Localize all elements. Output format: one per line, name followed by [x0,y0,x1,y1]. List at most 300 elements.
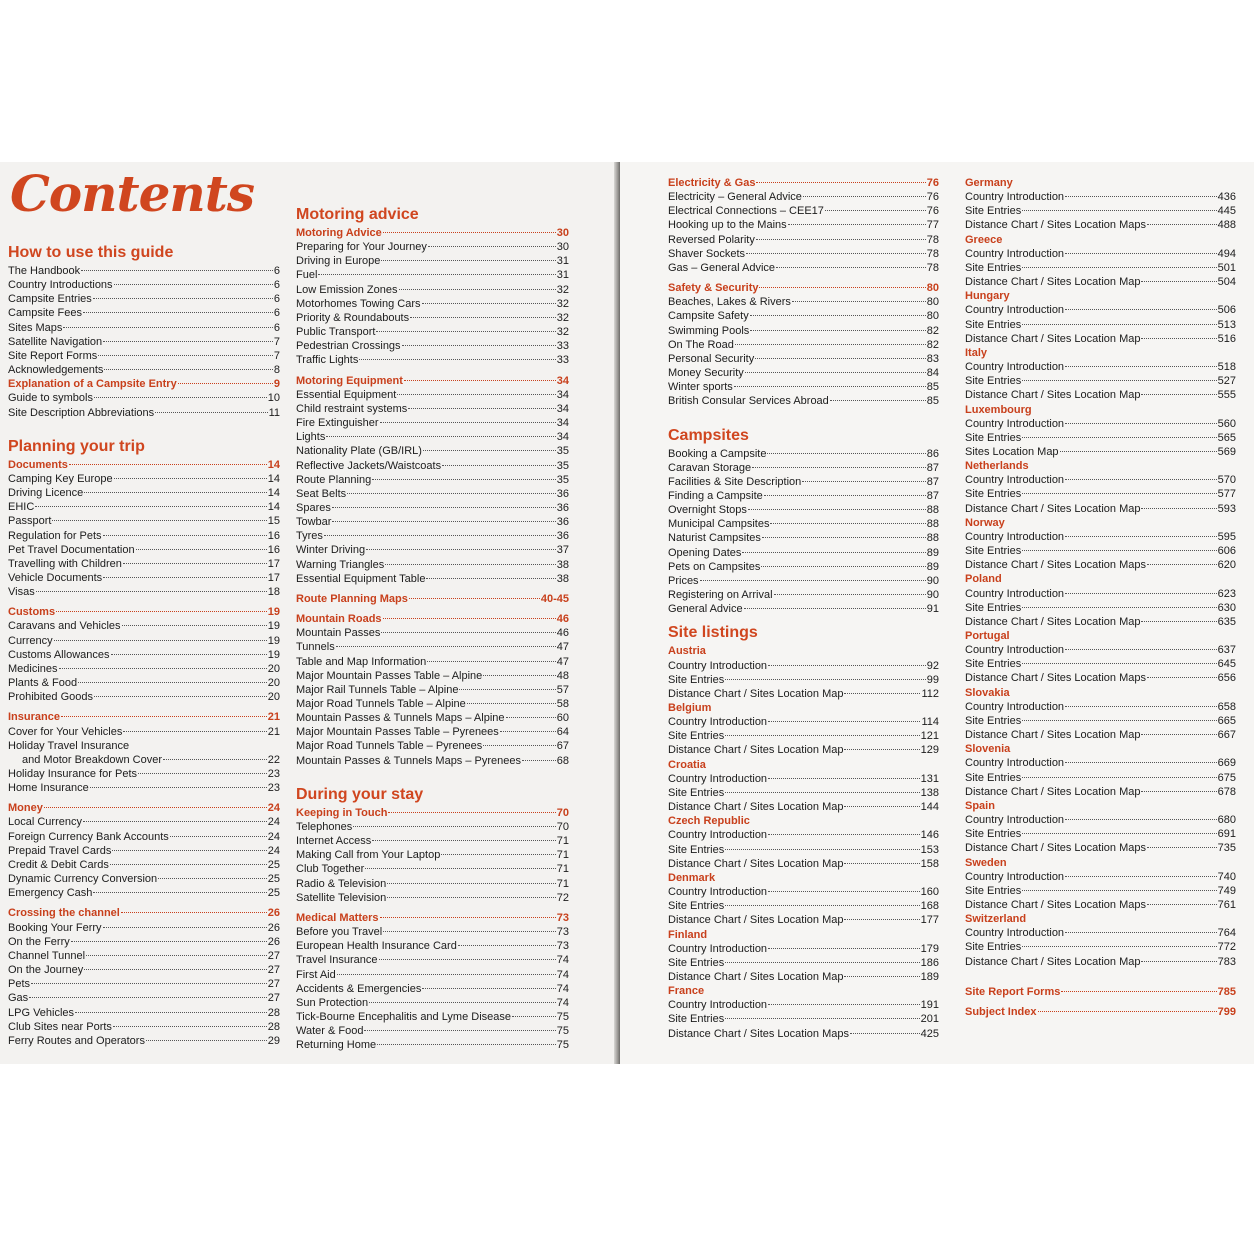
toc-entry[interactable] [965,785,1236,799]
toc-page-number: 201 [920,1013,939,1026]
toc-entry-label: British Consular Services Abroad [668,395,829,408]
toc-entry-label: Home Insurance [8,782,89,795]
toc-entry[interactable] [8,264,280,278]
toc-page-number: 67 [556,740,569,753]
toc-entry[interactable] [668,659,939,673]
toc-entry-label: On the Journey [8,964,84,977]
toc-entry[interactable] [668,489,939,503]
toc-entry[interactable] [296,444,569,458]
dot-leader [71,941,267,942]
toc-subheading[interactable] [296,226,569,240]
toc-page-number: 88 [926,518,939,531]
toc-entry[interactable] [8,557,280,571]
toc-entry[interactable] [296,968,569,982]
toc-entry[interactable] [296,402,569,416]
toc-page-number: 114 [921,716,939,729]
toc-page-number: 501 [1217,261,1236,274]
toc-entry[interactable] [668,190,939,204]
toc-entry-label: Route Planning Maps [296,592,408,605]
toc-entry[interactable] [965,318,1236,332]
dot-leader [1141,734,1216,735]
toc-entry[interactable] [965,714,1236,728]
toc-entry[interactable] [668,786,939,800]
toc-entry[interactable] [296,558,569,572]
toc-page-number: 146 [920,829,939,842]
toc-entry[interactable] [668,673,939,687]
toc-entry[interactable] [296,891,569,905]
toc-entry[interactable] [965,190,1236,204]
toc-entry[interactable] [296,311,569,325]
toc-entry[interactable] [965,374,1236,388]
toc-entry[interactable] [296,669,569,683]
dot-leader [735,344,926,345]
toc-page-number: 630 [1217,601,1236,614]
toc-page-number: 29 [267,1034,280,1047]
toc-entry[interactable] [668,394,939,408]
toc-subheading[interactable] [8,801,280,815]
toc-entry[interactable] [965,756,1236,770]
toc-entry[interactable] [8,529,280,543]
toc-entry[interactable] [668,800,939,814]
toc-entry[interactable] [296,283,569,297]
toc-entry[interactable] [8,363,280,377]
dot-leader [399,289,556,290]
toc-entry[interactable] [296,416,569,430]
toc-entry[interactable] [668,366,939,380]
dot-leader [746,253,926,254]
toc-entry-label: Driving in Europe [296,255,381,268]
toc-page-number: 678 [1217,785,1236,798]
toc-entry[interactable] [668,204,939,218]
country-heading: Belgium [668,702,712,714]
toc-entry-label: Campsite Fees [8,307,82,320]
toc-entry[interactable] [296,754,569,768]
dot-leader [84,492,267,493]
toc-entry[interactable] [668,843,939,857]
toc-entry[interactable] [296,982,569,996]
toc-entry[interactable] [668,295,939,309]
toc-entry-label: Country Introduction [668,886,768,899]
toc-entry[interactable] [965,841,1236,855]
toc-entry[interactable] [296,353,569,367]
toc-entry[interactable] [668,233,939,247]
toc-subheading[interactable] [296,612,569,626]
dot-leader [1065,649,1217,650]
toc-page-number: 121 [920,730,939,743]
toc-entry[interactable] [668,729,939,743]
toc-entry[interactable] [8,391,280,405]
toc-entry[interactable] [8,781,280,795]
toc-entry[interactable] [8,872,280,886]
toc-entry[interactable] [965,940,1236,954]
toc-entry[interactable] [668,517,939,531]
toc-entry[interactable] [668,352,939,366]
dot-leader [113,1026,267,1027]
toc-entry[interactable] [965,431,1236,445]
toc-entry[interactable] [296,925,569,939]
toc-entry[interactable] [965,813,1236,827]
toc-entry[interactable] [965,445,1236,459]
toc-entry[interactable] [296,953,569,967]
toc-entry[interactable] [296,487,569,501]
dot-leader [1065,593,1217,594]
toc-entry[interactable] [8,690,280,704]
toc-entry[interactable] [296,697,569,711]
toc-entry[interactable] [8,634,280,648]
toc-page-number: 6 [273,293,280,306]
toc-page-number: 70 [556,820,569,833]
toc-entry[interactable] [8,486,280,500]
toc-entry[interactable] [668,899,939,913]
toc-page-number: 35 [556,473,569,486]
toc-entry[interactable] [296,388,569,402]
toc-entry[interactable] [965,870,1236,884]
toc-entry[interactable] [296,515,569,529]
toc-subheading[interactable] [668,176,939,190]
toc-subheading[interactable] [8,710,280,724]
toc-entry[interactable] [296,862,569,876]
toc-entry-label: Safety & Security [668,282,759,295]
toc-entry[interactable] [8,935,280,949]
toc-entry[interactable] [668,687,939,701]
toc-page-number: 68 [556,754,569,767]
toc-entry[interactable] [8,500,280,514]
dot-leader [1065,479,1217,480]
toc-entry-label: Shaver Sockets [668,247,746,260]
toc-entry-label: The Handbook [8,265,81,277]
toc-entry-label: Driving Licence [8,487,84,500]
toc-entry-label: Mountain Passes & Tunnels Maps – Pyrenees [296,754,522,767]
toc-entry[interactable] [296,254,569,268]
toc-entry[interactable] [965,303,1236,317]
dot-leader [767,453,925,454]
toc-entry[interactable] [668,828,939,842]
toc-entry[interactable] [296,1024,569,1038]
toc-entry[interactable] [296,834,569,848]
toc-entry[interactable] [296,626,569,640]
toc-entry-label: Country Introductions [8,279,113,292]
toc-entry[interactable] [965,926,1236,940]
dot-leader [122,625,267,626]
toc-entry[interactable] [296,711,569,725]
toc-entry[interactable] [296,1010,569,1024]
dot-leader [725,792,919,793]
toc-entry[interactable] [8,321,280,335]
toc-entry[interactable] [668,588,939,602]
toc-entry[interactable] [668,602,939,616]
toc-entry-label: Distance Chart / Sites Location Map [965,955,1141,968]
toc-entry[interactable] [296,820,569,834]
toc-entry-label: Site Entries [965,658,1022,671]
toc-page-number: 75 [556,1025,569,1038]
toc-entry[interactable] [668,546,939,560]
toc-entry[interactable] [8,292,280,306]
toc-subheading[interactable] [296,374,569,388]
toc-entry[interactable] [965,530,1236,544]
toc-entry[interactable] [8,648,280,662]
toc-entry[interactable] [8,921,280,935]
toc-entry[interactable] [296,655,569,669]
dot-leader [1065,196,1217,197]
toc-entry[interactable] [965,388,1236,402]
toc-page-number: 623 [1217,587,1236,600]
toc-entry[interactable] [668,885,939,899]
toc-page-number: 89 [926,546,939,559]
toc-entry[interactable] [296,240,569,254]
toc-entry[interactable] [296,640,569,654]
toc-entry[interactable] [8,886,280,900]
toc-subheading[interactable] [965,985,1236,999]
toc-entry[interactable] [965,247,1236,261]
toc-subheading[interactable] [8,906,280,920]
toc-entry[interactable] [668,503,939,517]
toc-entry[interactable] [8,753,280,767]
toc-entry[interactable] [965,657,1236,671]
toc-entry[interactable] [668,531,939,545]
toc-entry[interactable] [965,218,1236,232]
dot-leader [725,735,919,736]
toc-entry-label: Country Introduction [965,927,1065,940]
dot-leader [1065,423,1217,424]
toc-subheading[interactable] [668,281,939,295]
toc-entry[interactable] [668,261,939,275]
toc-entry-label: Internet Access [296,835,372,848]
toc-entry[interactable] [965,700,1236,714]
toc-entry-label: Site Entries [965,318,1022,331]
toc-page-number: 20 [267,677,280,690]
toc-entry[interactable] [668,998,939,1012]
toc-entry[interactable] [668,247,939,261]
dot-leader [750,315,926,316]
toc-entry[interactable] [8,815,280,829]
toc-subheading[interactable] [965,1005,1236,1019]
toc-page-number: 735 [1217,842,1236,855]
toc-page-number: 82 [926,324,939,337]
toc-entry[interactable] [668,772,939,786]
toc-page-number: 637 [1217,644,1236,657]
toc-entry[interactable] [8,585,280,599]
toc-entry-label: Distance Chart / Sites Location Map [668,914,844,927]
toc-entry[interactable] [668,338,939,352]
toc-page-number: 76 [926,205,939,218]
toc-entry[interactable] [668,970,939,984]
toc-entry[interactable] [668,913,939,927]
toc-entry-label: Medicines [8,662,58,675]
toc-entry[interactable] [296,529,569,543]
toc-page-number: 88 [926,532,939,545]
toc-entry[interactable] [965,771,1236,785]
toc-page-number: 22 [267,753,280,766]
toc-entry[interactable] [965,955,1236,969]
toc-entry[interactable] [668,380,939,394]
toc-entry[interactable] [965,601,1236,615]
toc-entry[interactable] [296,543,569,557]
toc-entry[interactable] [296,739,569,753]
toc-subheading[interactable] [8,605,280,619]
toc-entry[interactable] [668,1012,939,1026]
toc-entry[interactable] [668,461,939,475]
toc-entry-label: Gas [8,992,29,1005]
toc-entry[interactable] [8,349,280,363]
toc-entry[interactable] [965,275,1236,289]
toc-entry[interactable] [965,884,1236,898]
toc-entry[interactable] [296,473,569,487]
toc-entry[interactable] [8,1006,280,1020]
toc-entry[interactable] [8,830,280,844]
toc-entry[interactable] [8,739,280,753]
toc-entry[interactable] [296,325,569,339]
toc-entry[interactable] [296,501,569,515]
toc-page-number: 24 [267,802,280,815]
toc-entry[interactable] [8,725,280,739]
toc-entry[interactable] [668,218,939,232]
toc-page-number: 11 [268,406,280,419]
toc-entry[interactable] [965,502,1236,516]
toc-entry[interactable] [965,417,1236,431]
toc-entry[interactable] [965,261,1236,275]
toc-entry[interactable] [668,309,939,323]
toc-subheading[interactable] [8,458,280,472]
dot-leader [1141,621,1216,622]
toc-entry-label: Distance Chart / Sites Location Map [668,744,844,757]
toc-page-number: 64 [556,726,569,739]
toc-entry[interactable] [296,339,569,353]
toc-entry[interactable] [296,877,569,891]
toc-entry[interactable] [965,360,1236,374]
toc-page-number: 33 [556,354,569,367]
toc-entry[interactable] [668,560,939,574]
toc-entry[interactable] [8,514,280,528]
toc-subheading[interactable] [296,806,569,820]
toc-entry[interactable] [8,844,280,858]
toc-entry[interactable] [296,1038,569,1052]
dot-leader [123,563,267,564]
toc-entry[interactable] [8,306,280,320]
toc-entry[interactable] [668,574,939,588]
dot-leader [522,760,556,761]
toc-entry-label: Cover for Your Vehicles [8,725,123,738]
toc-page-number: 90 [926,589,939,602]
toc-entry[interactable] [668,475,939,489]
toc-entry[interactable] [965,671,1236,685]
toc-entry[interactable] [8,472,280,486]
toc-subheading[interactable] [296,592,569,606]
toc-entry[interactable] [965,827,1236,841]
toc-entry[interactable] [8,767,280,781]
toc-entry[interactable] [965,558,1236,572]
toc-entry[interactable] [965,643,1236,657]
toc-entry[interactable] [8,1020,280,1034]
toc-entry[interactable] [8,949,280,963]
dot-leader [768,948,920,949]
toc-entry[interactable] [668,956,939,970]
toc-entry-label: Swimming Pools [668,324,750,337]
toc-page-number: 6 [273,321,280,334]
toc-entry[interactable] [8,406,280,420]
toc-entry[interactable] [668,324,939,338]
toc-entry[interactable] [8,1034,280,1048]
toc-entry-label: Country Introduction [668,772,768,785]
toc-page-number: 87 [926,489,939,502]
toc-entry[interactable] [296,996,569,1010]
toc-entry[interactable] [965,587,1236,601]
toc-page-number: 16 [267,543,280,556]
toc-entry[interactable] [8,991,280,1005]
toc-page-number: 86 [926,447,939,460]
toc-entry[interactable] [8,963,280,977]
toc-page-number: 656 [1217,672,1236,685]
toc-entry[interactable] [296,572,569,586]
toc-entry[interactable] [668,743,939,757]
toc-page-number: 77 [926,219,939,232]
toc-entry-label: Naturist Campsites [668,532,761,545]
toc-entry-label: Winter Driving [296,544,366,557]
toc-entry-label: Nationality Plate (GB/IRL) [296,445,422,458]
toc-page-number: 669 [1217,757,1236,770]
dot-leader [61,716,267,717]
toc-entry[interactable] [296,297,569,311]
toc-entry[interactable] [668,942,939,956]
toc-entry[interactable] [8,662,280,676]
toc-entry-label: Country Introduction [965,870,1065,883]
toc-entry[interactable] [8,335,280,349]
toc-page-number: 565 [1217,431,1236,444]
toc-entry[interactable] [668,857,939,871]
toc-entry[interactable] [965,728,1236,742]
toc-entry[interactable] [668,1027,939,1041]
toc-entry[interactable] [296,848,569,862]
toc-entry[interactable] [668,715,939,729]
toc-entry[interactable] [965,204,1236,218]
dot-leader [1065,706,1217,707]
toc-entry[interactable] [8,543,280,557]
toc-entry[interactable] [668,447,939,461]
toc-entry[interactable] [296,725,569,739]
toc-entry[interactable] [296,939,569,953]
dot-leader [138,773,267,774]
toc-entry[interactable] [8,278,280,292]
toc-entry[interactable] [8,571,280,585]
toc-entry[interactable] [296,459,569,473]
dot-leader [422,303,556,304]
toc-page-number: 40-45 [540,592,569,605]
toc-entry-label: Mountain Passes & Tunnels Maps – Alpine [296,712,505,725]
country-heading: Hungary [965,290,1010,303]
toc-entry[interactable] [8,619,280,633]
toc-entry[interactable] [965,473,1236,487]
toc-entry[interactable] [8,676,280,690]
toc-entry[interactable] [296,430,569,444]
toc-page-number: 46 [556,627,569,640]
toc-entry[interactable] [965,487,1236,501]
toc-subheading[interactable] [8,377,280,391]
toc-entry[interactable] [965,332,1236,346]
toc-entry[interactable] [8,858,280,872]
toc-page-number: 71 [556,835,569,848]
toc-page-number: 31 [556,269,569,282]
toc-subheading[interactable] [296,911,569,925]
toc-entry[interactable] [965,544,1236,558]
toc-page-number: 83 [926,352,939,365]
toc-entry[interactable] [296,683,569,697]
toc-entry-label: On the Ferry [8,935,70,948]
toc-entry[interactable] [296,268,569,282]
toc-page-number: 27 [267,949,280,962]
toc-entry[interactable] [965,898,1236,912]
toc-entry[interactable] [8,977,280,991]
toc-entry[interactable] [965,615,1236,629]
toc-entry-label: Lights [296,431,326,444]
